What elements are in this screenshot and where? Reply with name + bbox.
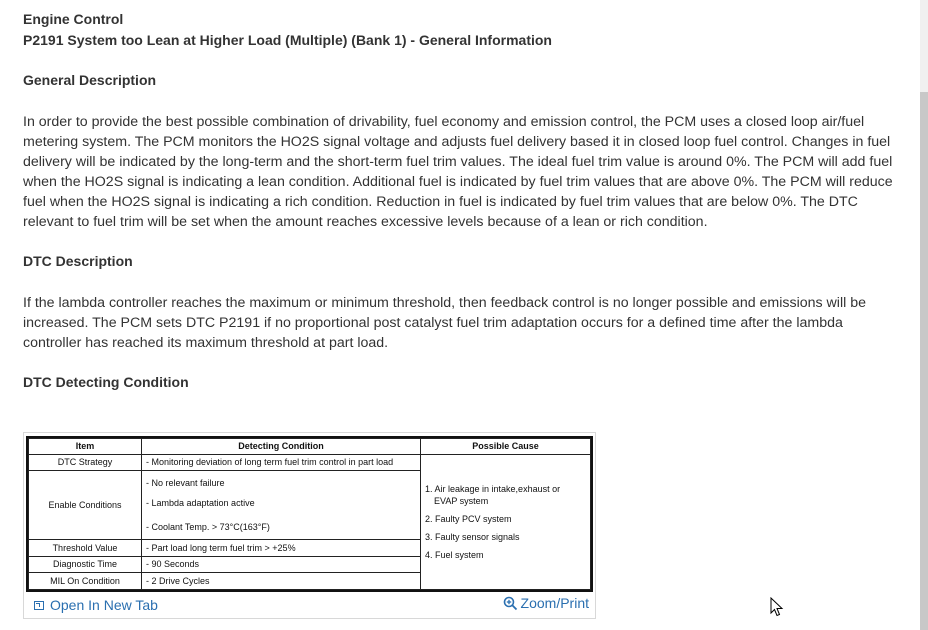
detecting-condition-figure [23,432,596,619]
row-item: DTC Strategy [29,454,142,471]
page-title: P2191 System too Lean at Higher Load (Multiple) (Bank 1) - General Information [23,32,552,48]
detecting-condition-table [28,438,591,590]
possible-cause-cell [421,454,591,589]
open-in-new-tab-label: Open In New Tab [50,597,158,613]
header-item: Item [29,439,142,455]
zoom-print-label: Zoom/Print [520,595,589,611]
zoom-in-icon [503,596,518,611]
row-item: Diagnostic Time [29,556,142,573]
header-possible-cause: Possible Cause [421,439,591,455]
dtc-description-text: If the lambda controller reaches the maximum or minimum threshold, then feedback control is no longer possible and emissions will be increased. The PCM sets DTC P2191 if no proportional post catalyst fuel trim adaptation occurs for a defined time after the lambda controller has reached its maximum threshold at part load. [23,295,866,352]
figure-action-bar [24,590,595,618]
table-row [29,454,591,471]
dtc-description-heading: DTC Description [23,253,133,269]
open-in-new-tab-link[interactable] [34,597,158,613]
row-item: Threshold Value [29,539,142,556]
detecting-condition-table-frame [26,436,593,592]
row-condition: - Monitoring deviation of long term fuel trim control in part load [142,454,421,471]
row-item: Enable Conditions [29,471,142,540]
row-condition [142,471,421,540]
cause-text: 1. Air leakage in intake,exhaust or [425,483,561,494]
row-item: MIL On Condition [29,573,142,590]
cause-item [425,483,586,507]
condition-line: - Lambda adaptation active [146,498,255,509]
section-title: Engine Control [23,11,124,27]
condition-line: - No relevant failure [146,478,225,489]
mouse-cursor-icon [770,597,784,617]
general-description-text: In order to provide the best possible combination of drivability, fuel economy and emission control, the PCM uses a closed loop air/fuel metering system. The PCM monitors the HO2S signal voltage and adjusts fuel delivery based it in closed loop fuel control. Changes in fuel delivery will be indicated by the long-term and the short-term fuel trim values. The ideal fuel trim value is around 0%. The PCM will add fuel when the HO2S signal is indicating a lean condition. Additional fuel is indicated by fuel trim values that are above 0%. The PCM will reduce fuel when the HO2S signal is indicating a rich condition. Reduction in fuel is indicated by fuel trim values that are below 0%. The DTC relevant to fuel trim will be set when the amount reaches excessive levels because of a lean or rich condition. [23,114,893,231]
row-condition: - Part load long term fuel trim > +25% [142,539,421,556]
cause-item: 3. Faulty sensor signals [425,531,520,542]
general-description-heading: General Description [23,72,157,88]
cause-item: 4. Fuel system [425,549,484,560]
header-detecting-condition: Detecting Condition [142,439,421,455]
scrollbar-thumb[interactable] [920,92,928,630]
row-condition: - 90 Seconds [142,556,421,573]
table-header-row [29,439,591,455]
cause-item: 2. Faulty PCV system [425,513,512,524]
row-condition: - 2 Drive Cycles [142,573,421,590]
new-tab-icon [34,601,44,610]
vertical-scrollbar[interactable] [920,0,928,630]
zoom-print-link[interactable] [503,595,589,611]
cause-text: EVAP system [434,495,489,506]
condition-line: - Coolant Temp. > 73°C(163°F) [146,522,270,533]
dtc-detecting-heading: DTC Detecting Condition [23,374,189,390]
